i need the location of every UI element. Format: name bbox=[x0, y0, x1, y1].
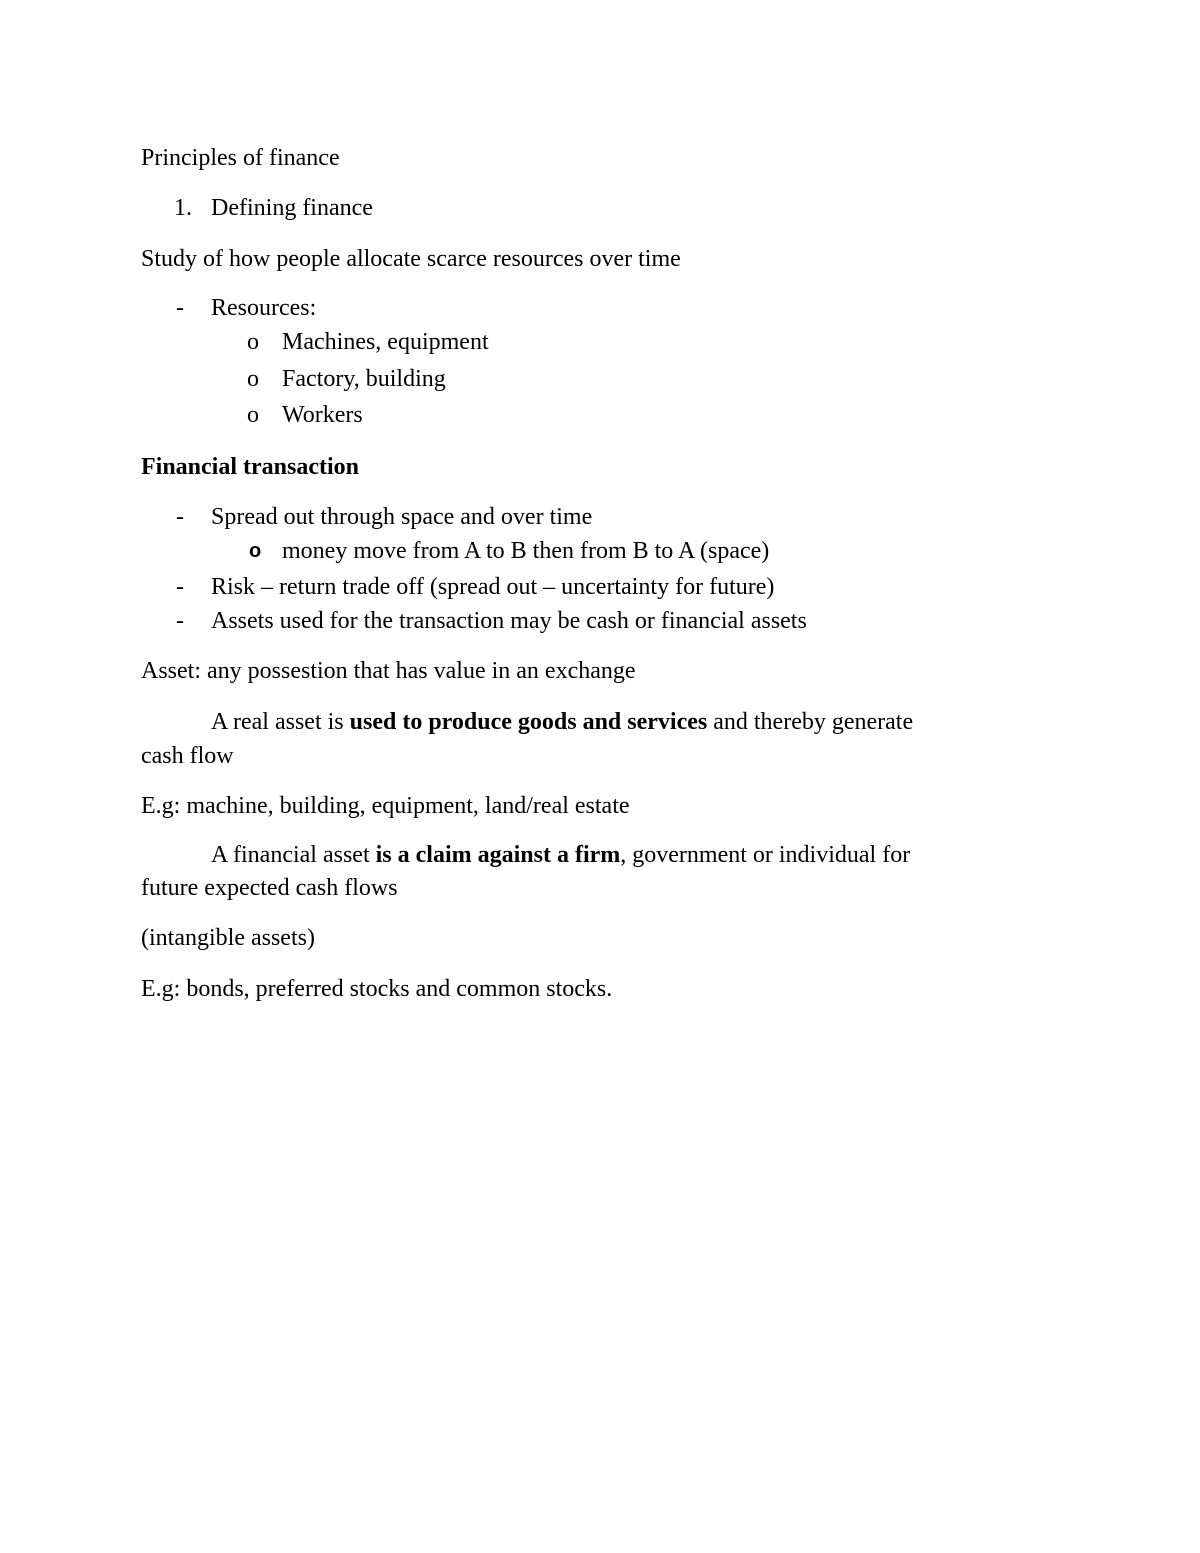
real-asset-paragraph bbox=[211, 707, 913, 737]
real-asset-continuation: cash flow bbox=[141, 743, 234, 769]
section-heading: Defining finance bbox=[211, 195, 373, 221]
bullet-dash: - bbox=[176, 295, 184, 321]
financial-asset-text: A financial asset bbox=[211, 842, 376, 868]
real-asset-text: and thereby generate bbox=[707, 709, 914, 735]
real-asset-emphasis: used to produce goods and services bbox=[349, 709, 708, 735]
resource-item: Machines, equipment bbox=[282, 329, 489, 355]
definition-text: Study of how people allocate scarce resources over time bbox=[141, 246, 681, 272]
section-heading-bold: Financial transaction bbox=[141, 454, 360, 480]
document-title: Principles of finance bbox=[141, 145, 340, 171]
bullet-dash: - bbox=[176, 608, 184, 634]
transaction-point: Spread out through space and over time bbox=[211, 504, 593, 530]
bullet-circle: o bbox=[247, 366, 259, 392]
financial-asset-paragraph bbox=[211, 840, 910, 870]
bullet-circle: o bbox=[249, 540, 262, 562]
transaction-point: Risk – return trade off (spread out – uncertainty for future) bbox=[211, 574, 775, 600]
bullet-circle: o bbox=[247, 402, 259, 428]
resource-item: Workers bbox=[282, 402, 363, 428]
transaction-point: Assets used for the transaction may be cash or financial assets bbox=[211, 608, 807, 634]
real-asset-text: A real asset is bbox=[211, 709, 350, 735]
bullet-dash: - bbox=[176, 574, 184, 600]
financial-asset-note: (intangible assets) bbox=[141, 925, 315, 951]
bullet-circle: o bbox=[247, 329, 259, 355]
resources-label: Resources: bbox=[211, 295, 317, 321]
real-asset-example: E.g: machine, building, equipment, land/real estate bbox=[141, 793, 630, 819]
list-number: 1. bbox=[174, 195, 192, 221]
financial-asset-continuation: future expected cash flows bbox=[141, 875, 398, 901]
transaction-sub-point: money move from A to B then from B to A (space) bbox=[282, 538, 770, 564]
financial-asset-emphasis: is a claim against a firm bbox=[375, 842, 621, 868]
financial-asset-text: , government or individual for bbox=[620, 842, 911, 868]
financial-asset-example: E.g: bonds, preferred stocks and common stocks. bbox=[141, 976, 613, 1002]
bullet-dash: - bbox=[176, 504, 184, 530]
asset-definition: Asset: any possestion that has value in an exchange bbox=[141, 658, 636, 684]
resource-item: Factory, building bbox=[282, 366, 446, 392]
